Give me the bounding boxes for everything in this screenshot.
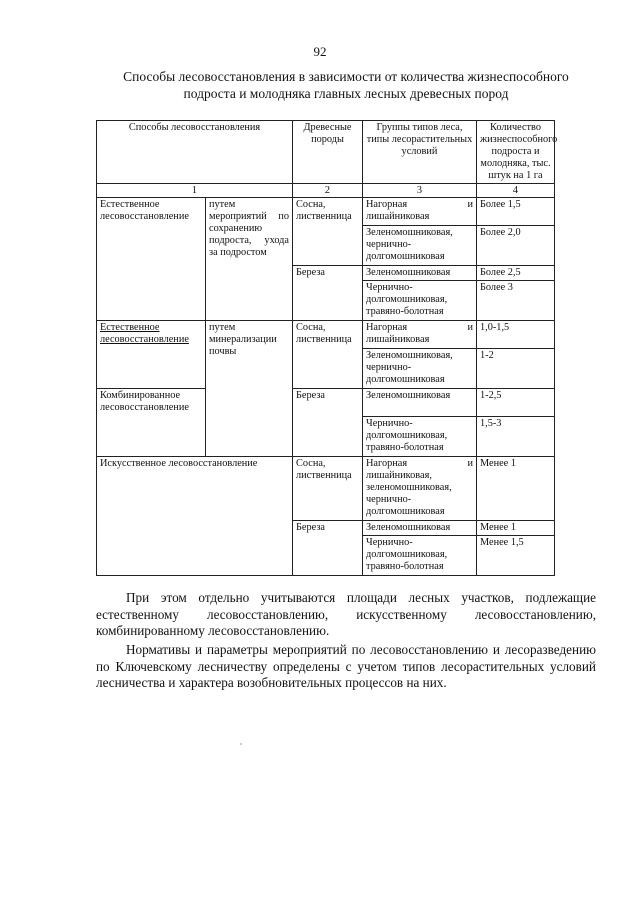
paragraph-norms: Нормативы и параметры мероприятий по лесовосстановлению и лесоразведению по Ключевскому лесничеству определены с учетом типов лесорастительных условий лесничества и характера возобновительных процессов на них. [96,642,596,690]
method-artificial: Искусственное лесовосстановление [97,457,293,576]
forest-type: Чернично-долгомошниковая, травяно-болотная [363,281,477,321]
page-title [96,68,596,102]
title-line-2: подроста и молодняка главных лесных древесных пород [183,86,509,101]
quantity-value: 1,5-3 [477,417,555,457]
table-row [97,321,555,349]
quantity-value: Более 2,5 [477,266,555,281]
forest-type: Зеленомошниковая [363,266,477,281]
quantity-value: Менее 1,5 [477,536,555,576]
header-methods: Способы лесовосстановления [97,121,293,184]
header-quantity: Количество жизнеспособного подроста и молодняка, тыс. штук на 1 га [477,121,555,184]
species-pine-larch: Сосна, лиственница [293,198,363,266]
column-number: 1 [97,184,293,198]
quantity-value: Менее 1 [477,521,555,536]
table-row [97,389,555,417]
method-natural-2 [97,321,206,389]
header-groups: Группы типов леса, типы лесорастительных условий [363,121,477,184]
method-combined: Комбинированное лесовосстановление [97,389,206,457]
forest-type: Зеленомошниковая, чернично-долгомошниковая [363,349,477,389]
quantity-value: Более 2,0 [477,226,555,266]
forest-type: Зеленомошниковая, чернично-долгомошниковая [363,226,477,266]
column-number: 4 [477,184,555,198]
quantity-value: 1-2,5 [477,389,555,417]
quantity-value: Более 3 [477,281,555,321]
title-line-1: Способы лесовосстановления в зависимости от количества жизнеспособного [123,69,569,84]
species-birch: Береза [293,389,363,457]
quantity-value: Менее 1 [477,457,555,521]
species-pine-larch: Сосна, лиственница [293,457,363,521]
column-numbers-row [97,184,555,198]
quantity-value: 1,0-1,5 [477,321,555,349]
table-row [97,198,555,226]
table-row [97,457,555,521]
method-natural-2-label: Естественное лесовосстановление [100,322,189,345]
scan-speck [240,743,242,745]
method-sub-mineralization: путем минерализации почвы [206,321,293,457]
quantity-value: 1-2 [477,349,555,389]
species-pine-larch: Сосна, лиственница [293,321,363,389]
forest-type: Чернично-долгомошниковая, травяно-болотная [363,417,477,457]
forest-type: Нагорная и лишайниковая [363,321,477,349]
species-birch: Береза [293,521,363,576]
forest-type: Зеленомошниковая [363,389,477,417]
method-natural-1: Естественное лесовосстановление [97,198,206,321]
column-number: 3 [363,184,477,198]
quantity-value: Более 1,5 [477,198,555,226]
header-species: Древесные породы [293,121,363,184]
species-birch: Береза [293,266,363,321]
forest-type: Нагорная и лишайниковая, зеленомошниковая, чернично-долгомошниковая [363,457,477,521]
table-header-row [97,121,555,184]
forest-type: Зеленомошниковая [363,521,477,536]
page-number: 92 [313,44,327,59]
method-sub-preservation: путем мероприятий по сохранению подроста, ухода за подростом [206,198,293,321]
forest-type: Нагорная и лишайниковая [363,198,477,226]
reforestation-table [96,120,558,576]
paragraph-accounting: При этом отдельно учитываются площади лесных участков, подлежащие естественному лесовосстановлению, искусственному лесовосстановлению, комбинированному лесовосстановлению. [96,590,596,638]
column-number: 2 [293,184,363,198]
forest-type: Чернично-долгомошниковая, травяно-болотная [363,536,477,576]
